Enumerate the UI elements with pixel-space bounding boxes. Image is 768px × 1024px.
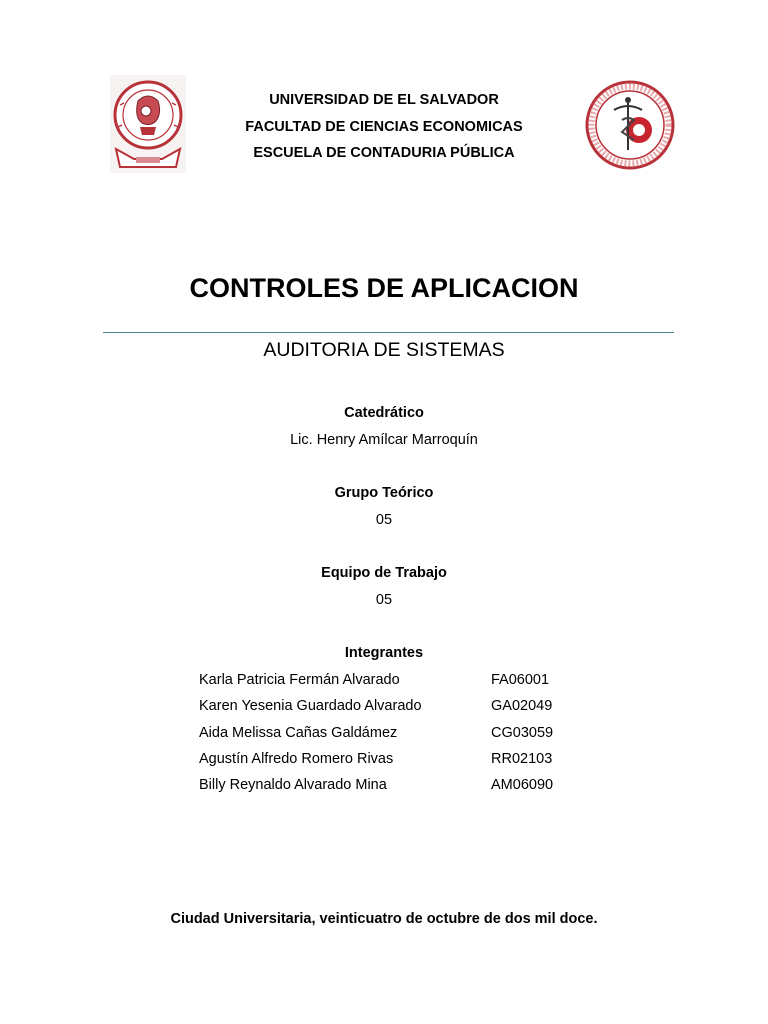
integrantes-section bbox=[0, 643, 768, 670]
document-subtitle: AUDITORIA DE SISTEMAS bbox=[263, 339, 505, 361]
member-id: FA06001 bbox=[491, 672, 550, 688]
institution-header bbox=[0, 90, 768, 170]
list-item bbox=[199, 670, 579, 696]
member-id: CG03059 bbox=[491, 724, 554, 741]
faculty-name: FACULTAD DE CIENCIAS ECONOMICAS bbox=[245, 118, 523, 135]
member-name: Karen Yesenia Guardado Alvarado bbox=[199, 698, 422, 715]
member-id: RR02103 bbox=[491, 750, 553, 767]
catedratico-section bbox=[0, 403, 768, 450]
list-item bbox=[199, 696, 579, 722]
member-id: AM06090 bbox=[491, 777, 554, 794]
school-name: ESCUELA DE CONTADURIA PÚBLICA bbox=[253, 145, 515, 161]
members-list bbox=[199, 670, 579, 801]
member-name: Agustín Alfredo Romero Rivas bbox=[199, 750, 394, 767]
member-name: Billy Reynaldo Alvarado Mina bbox=[199, 777, 387, 794]
list-item bbox=[199, 775, 579, 801]
member-name: Aida Melissa Cañas Galdámez bbox=[199, 724, 398, 741]
grupo-teorico-label: Grupo Teórico bbox=[334, 485, 434, 501]
member-name: Karla Patricia Fermán Alvarado bbox=[199, 672, 400, 688]
grupo-teorico-section bbox=[0, 483, 768, 530]
list-item bbox=[199, 723, 579, 749]
title-divider bbox=[103, 332, 674, 333]
document-title: CONTROLES DE APLICACION bbox=[189, 273, 579, 303]
equipo-trabajo-label: Equipo de Trabajo bbox=[321, 565, 447, 581]
catedratico-value: Lic. Henry Amílcar Marroquín bbox=[290, 432, 478, 448]
integrantes-label: Integrantes bbox=[344, 645, 424, 661]
catedratico-label: Catedrático bbox=[344, 405, 424, 421]
university-name: UNIVERSIDAD DE EL SALVADOR bbox=[269, 92, 499, 108]
member-id: GA02049 bbox=[491, 698, 553, 715]
equipo-trabajo-value: 05 bbox=[375, 592, 393, 608]
equipo-trabajo-section bbox=[0, 563, 768, 610]
location-date-footer: Ciudad Universitaria, veinticuatro de octubre de dos mil doce. bbox=[170, 911, 598, 927]
list-item bbox=[199, 749, 579, 775]
grupo-teorico-value: 05 bbox=[375, 512, 393, 528]
